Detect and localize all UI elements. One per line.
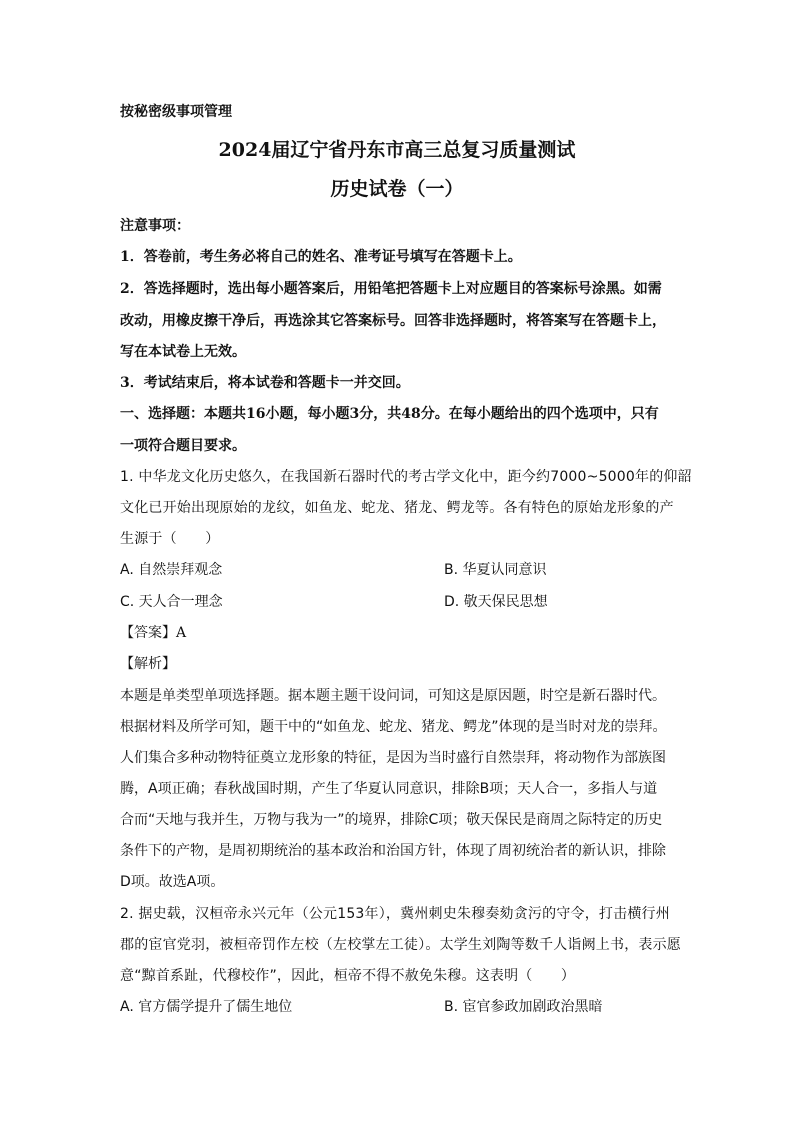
confidentiality-label: 按秘密级事项管理 [120,104,232,120]
analysis-line-6: 条件下的产物，是周初期统治的基本政治和治国方针，体现了周初统治者的新认识，排除 [120,843,666,859]
note-2-line-3: 写在本试卷上无效。 [120,344,246,360]
section-1-line-2: 一项符合题目要求。 [120,438,246,454]
analysis-line-1: 本题是单类型单项选择题。据本题主题干设问词，可知这是原因题，时空是新石器时代。 [120,688,666,704]
analysis-line-5: 合而“天地与我并生，万物与我为一”的境界，排除C项；敬天保民是商周之际特定的历史 [120,812,663,828]
question-1-analysis-label: 【解析】 [120,656,176,672]
notes-heading: 注意事项： [120,218,190,234]
question-2-option-b: B. 宦官参政加剧政治黑暗 [444,999,603,1015]
question-1-option-a: A. 自然崇拜观念 [120,562,223,578]
question-1-option-b: B. 华夏认同意识 [444,562,547,578]
question-2-line-2: 郡的宦官党羽，被桓帝罚作左校（左校掌左工徒）。太学生刘陶等数千人诣阙上书，表示愿 [120,937,681,953]
exam-title: 2024届辽宁省丹东市高三总复习质量测试 [218,139,576,161]
question-1-option-c: C. 天人合一理念 [120,594,223,610]
question-1-line-2: 文化已开始出现原始的龙纹，如鱼龙、蛇龙、猪龙、鳄龙等。各有特色的原始龙形象的产 [120,500,674,516]
analysis-line-7: D项。故选A项。 [120,874,225,890]
note-3: 3．考试结束后，将本试卷和答题卡一并交回。 [120,375,410,391]
question-2-line-3: 意“黥首系趾，代穆校作”，因此，桓帝不得不赦免朱穆。这表明（ ） [120,968,576,984]
section-1-line-1: 一、选择题：本题共16小题，每小题3分，共48分。在每小题给出的四个选项中，只有 [120,406,659,422]
question-1-line-3: 生源于（ ） [120,531,220,547]
question-1-answer: 【答案】A [120,625,187,641]
analysis-line-2: 根据材料及所学可知，题干中的“如鱼龙、蛇龙、猪龙、鳄龙”体现的是当时对龙的崇拜。 [120,719,667,735]
exam-subtitle: 历史试卷（一） [330,178,464,200]
question-2-option-a: A. 官方儒学提升了儒生地位 [120,999,293,1015]
analysis-line-4: 腾，A项正确；春秋战国时期，产生了华夏认同意识，排除B项；天人合一，多指人与道 [120,781,658,797]
question-1-line-1: 1. 中华龙文化历史悠久，在我国新石器时代的考古学文化中，距今约7000~5000年的仰韶 [120,469,692,485]
note-2-line-2: 改动，用橡皮擦干净后，再选涂其它答案标号。回答非选择题时，将答案写在答题卡上， [120,313,666,329]
analysis-line-3: 人们集合多种动物特征奠立龙形象的特征，是因为当时盛行自然崇拜，将动物作为部族图 [120,750,666,766]
note-2-line-1: 2．答选择题时，选出每小题答案后，用铅笔把答题卡上对应题目的答案标号涂黑。如需 [120,281,662,297]
question-2-line-1: 2. 据史载，汉桓帝永兴元年（公元153年），冀州刺史朱穆奏劾贪污的守令，打击横行州 [120,906,670,922]
question-1-option-d: D. 敬天保民思想 [444,594,548,610]
note-1: 1．答卷前，考生务必将自己的姓名、准考证号填写在答题卡上。 [120,249,522,265]
